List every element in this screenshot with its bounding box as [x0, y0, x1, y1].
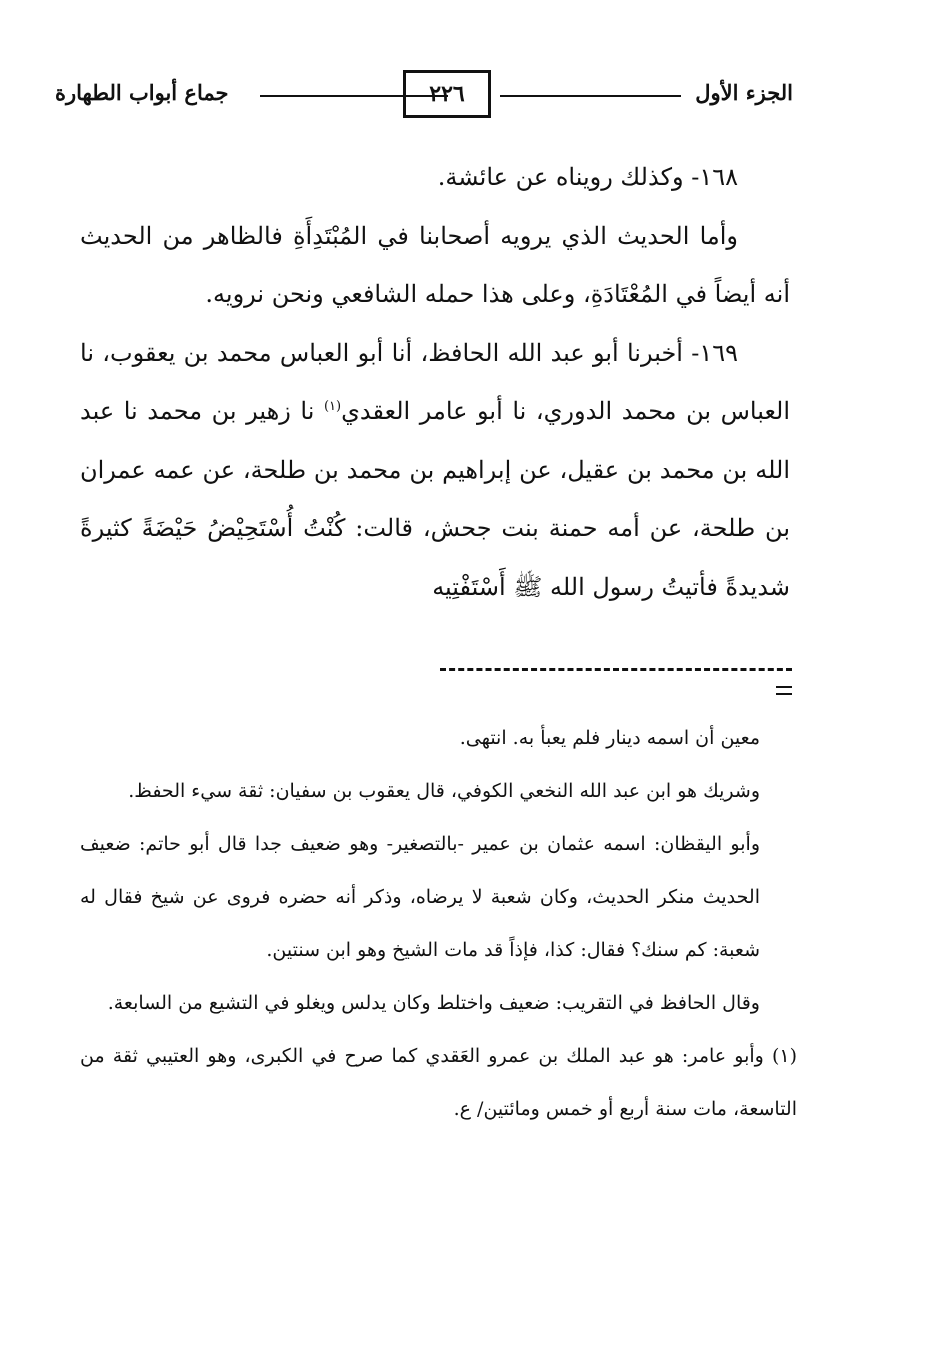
page-number: ٢٢٦: [403, 70, 491, 118]
note-continued: معين أن اسمه دينار فلم يعبأ به. انتهى.: [459, 727, 760, 749]
chapter-title: جماع أبواب الطهارة: [55, 80, 229, 105]
paragraph-commentary: وأما الحديث الذي يرويه أصحابنا في المُبْتَدِأَةِ فالظاهر من الحديث أنه أيضاً في المُعْتَادَةِ، وعلى هذا حمله الشافعي ونحن نرويه.: [80, 221, 790, 308]
paragraph-hadith-169: [80, 324, 790, 617]
hadith-169-text-b: نا زهير بن محمد نا عبد الله بن محمد بن عقيل، عن إبراهيم بن محمد بن طلحة، عن عمه عمران بن طلحة، عن أمه حمنة بنت جحش، قالت: كُنْتُ أُسْتَحِيْضُ حَيْضَةً كثيرةً شديدةً فأتيتُ رسول الله ﷺ أَسْتَفْتِيه: [80, 397, 790, 601]
footnote-1: (١) وأبو عامر: هو عبد الملك بن عمرو العَقدي كما صرح في الكبرى، وهو العتيبي ثقة من التاسعة، مات سنة أربع أو خمس ومائتين/ ع.: [80, 1045, 797, 1120]
footnote-separator: [440, 668, 792, 671]
paragraph-hadith-168: ١٦٨- وكذلك رويناه عن عائشة.: [437, 163, 738, 191]
header-rule-left: [260, 95, 448, 97]
main-text: [80, 148, 790, 616]
footnotes: [80, 712, 797, 1136]
running-header: [55, 70, 793, 122]
continuation-mark-bottom: [776, 693, 792, 695]
note-sharik: وشريك هو ابن عبد الله النخعي الكوفي، قال يعقوب بن سفيان: ثقة سيء الحفظ.: [128, 780, 760, 802]
footnote-reference: (١): [323, 399, 342, 414]
continuation-mark-top: [776, 686, 792, 688]
volume-label: الجزء الأول: [695, 80, 793, 105]
note-taqrib: وقال الحافظ في التقريب: ضعيف واختلط وكان يدلس ويغلو في التشيع من السابعة.: [107, 992, 760, 1014]
header-rule-right: [500, 95, 681, 97]
hadith-169-text-a: ١٦٩- أخبرنا أبو عبد الله الحافظ، أنا أبو العباس محمد بن يعقوب، نا العباس بن محمد الدوري، نا أبو عامر العقدي: [80, 338, 791, 425]
note-abu-yaqzan: وأبو اليقظان: اسمه عثمان بن عمير -بالتصغير- وهو ضعيف جدا قال أبو حاتم: ضعيف الحديث منكر الحديث، وكان شعبة لا يرضاه، وذكر أنه حضره فروى عن شيخ فقال له شعبة: كم سنك؟ فقال: كذا، فإذاً قد مات الشيخ وهو ابن سنتين.: [80, 833, 760, 961]
